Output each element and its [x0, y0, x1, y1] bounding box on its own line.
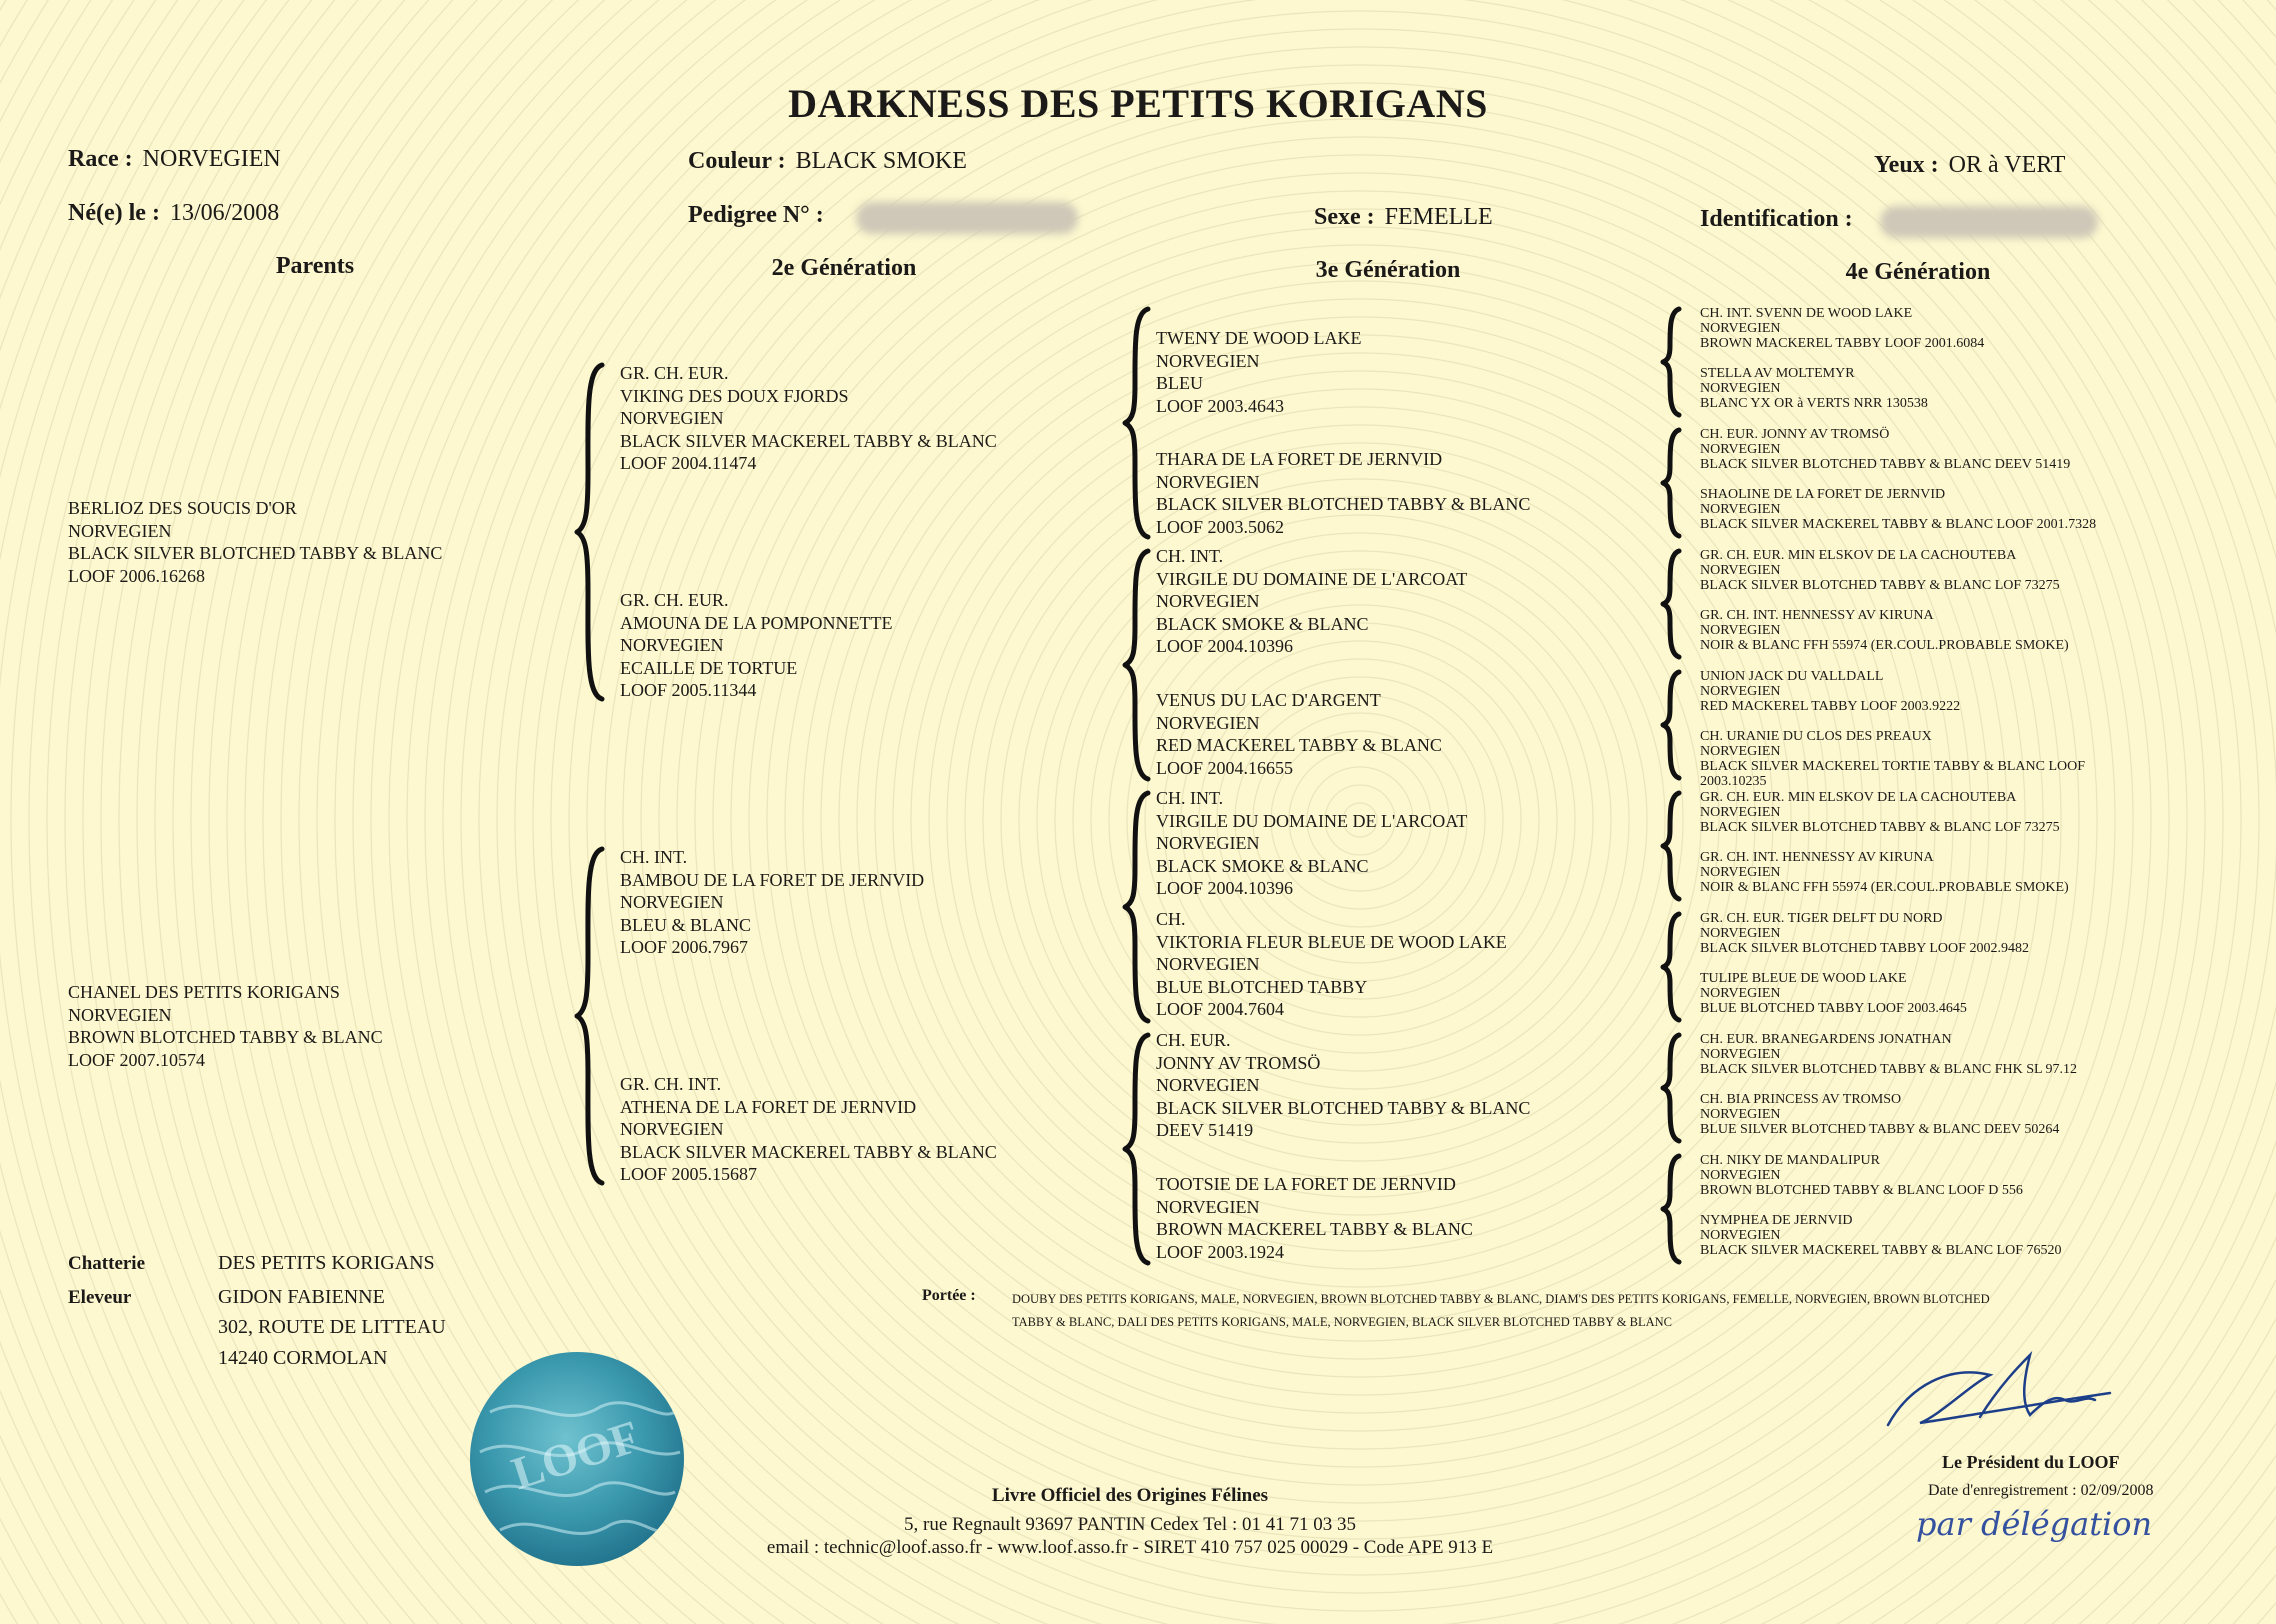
gen3-line: NORVEGIEN — [1156, 712, 1260, 733]
pedigree-number-field — [688, 202, 834, 229]
sire-color: BLACK SILVER BLOTCHED TABBY & BLANC — [68, 543, 443, 564]
gen2-color: BLACK SILVER MACKEREL TABBY & BLANC — [620, 1141, 997, 1162]
gen3-entry — [1156, 545, 1467, 658]
footer-org: Livre Officiel des Origines Félines — [991, 1485, 1269, 1506]
gen4-line: BLACK SILVER BLOTCHED TABBY & BLANC LOF 73275 — [1700, 578, 2060, 593]
gen3-line: JONNY AV TROMSÖ — [1156, 1052, 1321, 1073]
gen4-line: NORVEGIEN — [1700, 1107, 1781, 1122]
gen4-line: BLACK SILVER MACKEREL TABBY & BLANC LOOF 2001.7328 — [1700, 517, 2097, 532]
brace-gen3 — [1122, 306, 1152, 540]
gen4-line: NORVEGIEN — [1700, 623, 1781, 638]
gen2-breed: NORVEGIEN — [620, 1119, 724, 1140]
gen2-color: BLEU & BLANC — [620, 914, 752, 935]
gen4-line: BLACK SILVER MACKEREL TABBY & BLANC LOF 76520 — [1700, 1243, 2062, 1258]
column-header-gen3: 3e Génération — [1315, 257, 1461, 283]
eleveur-label: Eleveur — [68, 1287, 132, 1308]
gen4-entry — [1700, 850, 2069, 895]
pedigree-label: Pedigree N° : — [688, 202, 824, 228]
chatterie-value: DES PETITS KORIGANS — [218, 1252, 435, 1274]
gen3-entry — [1156, 689, 1442, 779]
gen4-line: CH. EUR. BRANEGARDENS JONATHAN — [1700, 1032, 1952, 1047]
chatterie-label: Chatterie — [68, 1253, 146, 1274]
sexe-label: Sexe : — [1314, 204, 1375, 230]
identification-redacted — [1880, 206, 2098, 238]
gen4-line: BLANC YX OR à VERTS NRR 130538 — [1700, 396, 1928, 411]
gen4-entry — [1700, 427, 2070, 472]
gen4-line: GR. CH. EUR. TIGER DELFT DU NORD — [1700, 911, 1943, 926]
gen4-entry — [1700, 1213, 2061, 1258]
brace-gen4 — [1660, 669, 1682, 781]
birth-date-label: Né(e) le : — [68, 200, 160, 226]
sexe-field — [1314, 204, 1493, 231]
gen3-line: VIRGILE DU DOMAINE DE L'ARCOAT — [1156, 810, 1468, 831]
gen2-entry — [620, 362, 997, 475]
eleveur-value: GIDON FABIENNE — [218, 1286, 385, 1308]
gen4-entry — [1700, 729, 2085, 789]
couleur-label: Couleur : — [688, 148, 786, 174]
gen2-registration: LOOF 2005.11344 — [620, 680, 757, 701]
gen4-entry — [1700, 1153, 2023, 1198]
gen4-line: BROWN BLOTCHED TABBY & BLANC LOOF D 556 — [1700, 1183, 2023, 1198]
dam-name: CHANEL DES PETITS KORIGANS — [68, 982, 340, 1002]
couleur-field — [688, 148, 967, 175]
gen3-line: BLACK SMOKE & BLANC — [1156, 613, 1369, 634]
gen3-entry — [1156, 448, 1530, 538]
gen3-line: BLUE BLOTCHED TABBY — [1156, 976, 1368, 997]
cat-name-title: DARKNESS DES PETITS KORIGANS — [788, 81, 1488, 126]
gen4-entry — [1700, 366, 1928, 411]
gen4-line: NYMPHEA DE JERNVID — [1700, 1213, 1853, 1228]
gen2-name: VIKING DES DOUX FJORDS — [620, 385, 849, 406]
gen4-line: NOIR & BLANC FFH 55974 (ER.COUL.PROBABLE SMOKE) — [1700, 638, 2069, 653]
gen3-line: BLACK SMOKE & BLANC — [1156, 855, 1369, 876]
sire-breed: NORVEGIEN — [68, 520, 172, 541]
breeder-address-line1: 302, ROUTE DE LITTEAU — [218, 1316, 446, 1338]
gen3-line: NORVEGIEN — [1156, 471, 1260, 492]
gen3-line: DEEV 51419 — [1156, 1120, 1254, 1141]
gen4-line: STELLA AV MOLTEMYR — [1700, 366, 1855, 381]
brace-gen4 — [1660, 306, 1682, 418]
brace-gen4 — [1660, 911, 1682, 1023]
gen4-line: CH. INT. SVENN DE WOOD LAKE — [1700, 306, 1913, 321]
gen4-line: BLUE BLOTCHED TABBY LOOF 2003.4645 — [1700, 1001, 1967, 1016]
gen3-line: NORVEGIEN — [1156, 350, 1260, 371]
gen2-registration: LOOF 2006.7967 — [620, 937, 749, 958]
gen3-line: NORVEGIEN — [1156, 833, 1260, 854]
gen3-line: NORVEGIEN — [1156, 591, 1260, 612]
gen4-line: NORVEGIEN — [1700, 986, 1781, 1001]
column-header-parents: Parents — [275, 253, 355, 279]
gen3-line: THARA DE LA FORET DE JERNVID — [1156, 449, 1443, 469]
portee-text: DOUBY DES PETITS KORIGANS, MALE, NORVEGIEN, BROWN BLOTCHED TABBY & BLANC, DIAM'S DES PETITS KORIGANS, FEMELLE, NORVEGIEN, BROWN BLOTCHED TABBY & BLANC, DALI DES PETITS KORIGANS, MALE, NORVEGIEN, BLACK SILVER BLOTCHED TABBY & BLANC — [1012, 1292, 1990, 1329]
gen4-entry — [1700, 548, 2060, 593]
gen3-entry — [1156, 787, 1467, 900]
gen3-line: LOOF 2003.5062 — [1156, 516, 1285, 537]
gen3-line: BLACK SILVER BLOTCHED TABBY & BLANC — [1156, 1097, 1531, 1118]
gen3-line: BLEU — [1156, 373, 1203, 394]
gen2-name: BAMBOU DE LA FORET DE JERNVID — [620, 869, 925, 890]
birth-date-field — [68, 200, 279, 227]
dam-registration: LOOF 2007.10574 — [68, 1049, 206, 1070]
breeder-address-line2: 14240 CORMOLAN — [218, 1347, 388, 1369]
gen4-line: NORVEGIEN — [1700, 1168, 1781, 1183]
par-delegation-handwritten: par délégation — [1916, 1505, 2153, 1543]
brace-gen4 — [1660, 1153, 1682, 1265]
column-header-gen2: 2e Génération — [771, 255, 917, 281]
gen4-line: GR. CH. INT. HENNESSY AV KIRUNA — [1700, 850, 1934, 865]
gen3-line: CH. INT. — [1156, 788, 1224, 808]
gen3-line: RED MACKEREL TABBY & BLANC — [1156, 735, 1442, 756]
gen4-line: BLACK SILVER BLOTCHED TABBY & BLANC FHK SL 97.12 — [1700, 1062, 2078, 1077]
pedigree-number-redacted — [856, 202, 1078, 234]
gen4-line: UNION JACK DU VALLDALL — [1700, 669, 1884, 684]
gen2-entry — [620, 1073, 997, 1186]
gen4-line: NORVEGIEN — [1700, 865, 1781, 880]
gen4-line: NORVEGIEN — [1700, 442, 1781, 457]
gen3-line: LOOF 2003.1924 — [1156, 1241, 1285, 1262]
gen4-line: NORVEGIEN — [1700, 684, 1781, 699]
president-title: Le Président du LOOF — [1942, 1452, 2120, 1472]
gen2-name: AMOUNA DE LA POMPONNETTE — [620, 612, 893, 633]
gen3-line: LOOF 2003.4643 — [1156, 395, 1285, 416]
registration-date: Date d'enregistrement : 02/09/2008 — [1928, 1482, 2154, 1499]
gen4-entry — [1700, 1032, 2077, 1077]
gen4-line: TULIPE BLEUE DE WOOD LAKE — [1700, 971, 1907, 986]
gen4-entry — [1700, 487, 2096, 532]
sire-registration: LOOF 2006.16268 — [68, 565, 206, 586]
gen2-color: ECAILLE DE TORTUE — [620, 657, 798, 678]
brace-gen4 — [1660, 548, 1682, 660]
gen3-entry — [1156, 327, 1361, 417]
gen4-line: NORVEGIEN — [1700, 321, 1781, 336]
gen2-registration: LOOF 2004.11474 — [620, 453, 757, 474]
yeux-value: OR à VERT — [1948, 152, 2066, 178]
parent-dam — [68, 981, 383, 1071]
column-header-gen4: 4e Génération — [1845, 259, 1991, 285]
footer-address: 5, rue Regnault 93697 PANTIN Cedex Tel : 01 41 71 03 35 — [904, 1514, 1356, 1535]
yeux-field — [1874, 152, 2065, 179]
gen4-line: BLACK SILVER MACKEREL TORTIE TABBY & BLANC LOOF — [1700, 759, 2086, 774]
gen3-line: LOOF 2004.16655 — [1156, 757, 1294, 778]
seal-text: LOOF — [505, 1410, 646, 1500]
gen4-line: NORVEGIEN — [1700, 1047, 1781, 1062]
brace-gen3 — [1122, 790, 1152, 1024]
gen4-line: BLACK SILVER BLOTCHED TABBY & BLANC LOF 73275 — [1700, 820, 2060, 835]
identification-label: Identification : — [1700, 206, 1853, 232]
gen4-line: RED MACKEREL TABBY LOOF 2003.9222 — [1700, 699, 1961, 714]
gen3-line: CH. EUR. — [1156, 1030, 1231, 1050]
gen3-line: VIKTORIA FLEUR BLEUE DE WOOD LAKE — [1156, 931, 1507, 952]
gen4-line: 2003.10235 — [1700, 774, 1767, 789]
gen3-line: LOOF 2004.7604 — [1156, 999, 1285, 1020]
gen4-line: CH. BIA PRINCESS AV TROMSO — [1700, 1092, 1902, 1107]
brace-gen4 — [1660, 427, 1682, 539]
signature-scribble-icon — [1880, 1345, 2140, 1435]
gen2-breed: NORVEGIEN — [620, 635, 724, 656]
dam-color: BROWN BLOTCHED TABBY & BLANC — [68, 1027, 383, 1048]
gen3-line: BROWN MACKEREL TABBY & BLANC — [1156, 1219, 1473, 1240]
gen4-line: CH. URANIE DU CLOS DES PREAUX — [1700, 729, 1932, 744]
yeux-label: Yeux : — [1874, 152, 1939, 178]
gen4-line: BROWN MACKEREL TABBY LOOF 2001.6084 — [1700, 336, 1985, 351]
gen3-line: CH. — [1156, 909, 1186, 929]
gen4-line: NORVEGIEN — [1700, 926, 1781, 941]
gen2-entry — [620, 846, 924, 959]
gen4-entry — [1700, 1092, 2059, 1137]
gen4-line: SHAOLINE DE LA FORET DE JERNVID — [1700, 487, 1946, 502]
gen4-line: BLACK SILVER BLOTCHED TABBY & BLANC DEEV 51419 — [1700, 457, 2071, 472]
gen4-entry — [1700, 971, 1967, 1016]
couleur-value: BLACK SMOKE — [795, 148, 967, 174]
brace-gen3 — [1122, 1032, 1152, 1266]
gen4-line: BLACK SILVER BLOTCHED TABBY LOOF 2002.9482 — [1700, 941, 2029, 956]
race-value: NORVEGIEN — [142, 146, 281, 172]
gen3-line: NORVEGIEN — [1156, 1075, 1260, 1096]
sire-name: BERLIOZ DES SOUCIS D'OR — [68, 498, 297, 518]
gen4-line: NORVEGIEN — [1700, 502, 1781, 517]
gen3-line: NORVEGIEN — [1156, 1196, 1260, 1217]
gen4-line: GR. CH. EUR. MIN ELSKOV DE LA CACHOUTEBA — [1700, 548, 2017, 563]
gen4-line: NORVEGIEN — [1700, 563, 1781, 578]
parent-sire — [68, 497, 442, 587]
gen4-line: NORVEGIEN — [1700, 381, 1781, 396]
gen2-color: BLACK SILVER MACKEREL TABBY & BLANC — [620, 430, 997, 451]
gen4-line: NORVEGIEN — [1700, 1228, 1781, 1243]
gen2-title: GR. CH. EUR. — [620, 590, 729, 610]
portee-label: Portée : — [922, 1287, 976, 1304]
gen3-line: LOOF 2004.10396 — [1156, 878, 1294, 899]
gen2-breed: NORVEGIEN — [620, 892, 724, 913]
gen4-entry — [1700, 306, 1984, 351]
gen4-line: GR. CH. INT. HENNESSY AV KIRUNA — [1700, 608, 1934, 623]
footer-contact: email : technic@loof.asso.fr - www.loof.asso.fr - SIRET 410 757 025 00029 - Code APE 913 E — [766, 1537, 1494, 1558]
gen3-entry — [1156, 908, 1507, 1021]
gen2-breed: NORVEGIEN — [620, 408, 724, 429]
birth-date-value: 13/06/2008 — [169, 200, 280, 226]
gen4-line: CH. NIKY DE MANDALIPUR — [1700, 1153, 1880, 1168]
gen4-entry — [1700, 790, 2060, 835]
gen2-entry — [620, 589, 893, 702]
gen4-line: NOIR & BLANC FFH 55974 (ER.COUL.PROBABLE SMOKE) — [1700, 880, 2069, 895]
identification-field — [1700, 206, 1863, 233]
gen3-line: CH. INT. — [1156, 546, 1224, 566]
gen4-line: NORVEGIEN — [1700, 744, 1781, 759]
gen2-name: ATHENA DE LA FORET DE JERNVID — [620, 1096, 917, 1117]
gen2-title: GR. CH. INT. — [620, 1074, 722, 1094]
gen3-line: LOOF 2004.10396 — [1156, 636, 1294, 657]
gen4-entry — [1700, 911, 2029, 956]
gen3-entry — [1156, 1173, 1473, 1263]
gen3-line: VENUS DU LAC D'ARGENT — [1156, 690, 1381, 710]
gen3-line: TOOTSIE DE LA FORET DE JERNVID — [1156, 1174, 1456, 1194]
gen4-line: GR. CH. EUR. MIN ELSKOV DE LA CACHOUTEBA — [1700, 790, 2017, 805]
brace-gen4 — [1660, 790, 1682, 902]
brace-gen3 — [1122, 548, 1152, 782]
brace-gen2-sire — [574, 362, 606, 702]
gen2-registration: LOOF 2005.15687 — [620, 1164, 758, 1185]
gen3-line: NORVEGIEN — [1156, 954, 1260, 975]
gen2-title: CH. INT. — [620, 847, 688, 867]
gen4-entry — [1700, 669, 1960, 714]
gen2-title: GR. CH. EUR. — [620, 363, 729, 383]
gen4-line: BLUE SILVER BLOTCHED TABBY & BLANC DEEV 50264 — [1700, 1122, 2060, 1137]
gen4-line: NORVEGIEN — [1700, 805, 1781, 820]
gen3-line: TWENY DE WOOD LAKE — [1156, 328, 1362, 348]
gen4-line: CH. EUR. JONNY AV TROMSÖ — [1700, 427, 1890, 442]
brace-gen4 — [1660, 1032, 1682, 1144]
gen3-entry — [1156, 1029, 1530, 1142]
gen3-line: VIRGILE DU DOMAINE DE L'ARCOAT — [1156, 568, 1468, 589]
dam-breed: NORVEGIEN — [68, 1004, 172, 1025]
brace-gen2-dam — [574, 846, 606, 1186]
gen4-entry — [1700, 608, 2069, 653]
race-field — [68, 146, 281, 173]
race-label: Race : — [68, 146, 133, 172]
sexe-value: FEMELLE — [1384, 204, 1493, 230]
gen3-line: BLACK SILVER BLOTCHED TABBY & BLANC — [1156, 494, 1531, 515]
